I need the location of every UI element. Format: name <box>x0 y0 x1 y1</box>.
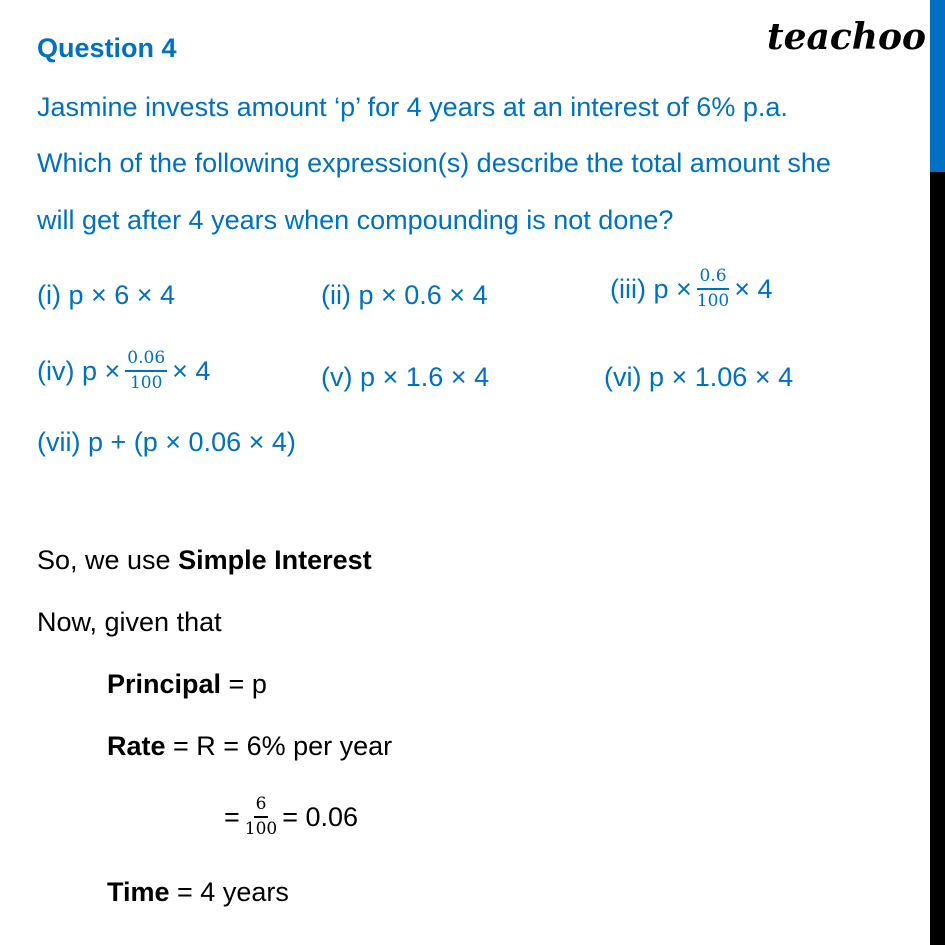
time-line <box>107 877 289 908</box>
solution-line-2: Now, given that <box>37 607 222 637</box>
question-text-line-2: Which of the following expression(s) describe the total amount she <box>37 148 831 178</box>
option-vi-text: (vi) p × 1.06 × 4 <box>604 362 794 392</box>
simple-interest-label: Simple Interest <box>178 545 372 575</box>
teachoo-logo: teachoo <box>767 16 926 58</box>
option-i-text: (i) p × 6 × 4 <box>37 280 176 310</box>
solution-line-1 <box>37 545 372 576</box>
option-iv-fraction <box>125 350 167 392</box>
option-iii-suffix: × 4 <box>734 273 773 304</box>
fraction-denominator: 100 <box>129 373 163 393</box>
option-vii <box>37 427 296 458</box>
option-vii-text: (vii) p + (p × 0.06 × 4) <box>37 427 296 457</box>
option-iv-prefix: (iv) p × <box>37 355 121 386</box>
principal-line <box>107 669 267 700</box>
rate-line <box>107 731 392 762</box>
option-ii-text: (ii) p × 0.6 × 4 <box>321 280 488 310</box>
rate-calculation <box>224 796 358 838</box>
principal-value: = p <box>221 669 267 699</box>
rate-label: Rate <box>107 731 166 761</box>
fraction-numerator: 0.6 <box>697 268 728 290</box>
fraction-numerator: 6 <box>254 796 269 818</box>
option-iii <box>610 268 773 310</box>
fraction-denominator: 100 <box>244 819 278 839</box>
option-v <box>321 362 489 393</box>
time-value: = 4 years <box>169 877 289 907</box>
rate-value: = R = 6% per year <box>165 731 393 761</box>
option-iv-suffix: × 4 <box>172 355 211 386</box>
option-vi <box>604 362 793 393</box>
fraction-denominator: 100 <box>696 291 730 311</box>
option-iii-fraction <box>697 268 729 310</box>
option-iii-prefix: (iii) p × <box>610 273 692 304</box>
question-text-line-3: will get after 4 years when compounding is not done? <box>37 205 674 235</box>
option-iv <box>37 350 210 392</box>
principal-label: Principal <box>107 669 222 699</box>
option-i <box>37 280 175 311</box>
option-v-text: (v) p × 1.6 × 4 <box>321 362 490 392</box>
question-title: Question 4 <box>37 33 177 63</box>
question-text-line-1: Jasmine invests amount ‘p’ for 4 years at an interest of 6% p.a. <box>37 92 788 122</box>
rate-calc-suffix: = 0.06 <box>282 801 359 832</box>
sidebar-accent-bar <box>930 0 945 172</box>
fraction-numerator: 0.06 <box>125 350 167 372</box>
solution-line-1-text: So, we use <box>37 545 179 575</box>
rate-calc-prefix: = <box>224 801 240 832</box>
time-label: Time <box>107 877 170 907</box>
rate-calc-fraction <box>245 796 277 838</box>
option-ii <box>321 280 488 311</box>
sidebar-dark-bar <box>930 172 945 945</box>
